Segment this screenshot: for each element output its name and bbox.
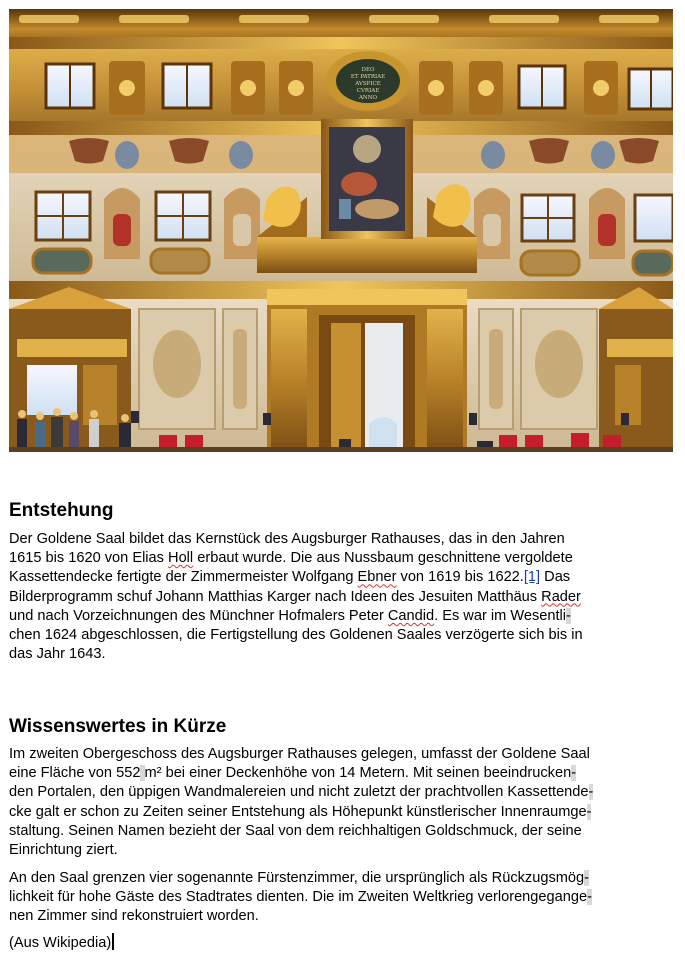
- text-line: den Portalen, den üppigen Wandmalereien und nicht zuletzt der prachtvollen Kassettende-: [9, 784, 594, 801]
- golden-hall-photo: [9, 9, 673, 452]
- text-cursor: [112, 933, 114, 950]
- spellcheck-word: Holl: [168, 550, 194, 567]
- spellcheck-word: Ebner: [357, 569, 397, 586]
- highlighted-char: -: [571, 765, 577, 782]
- text-line: Bilderprogramm schuf Johann Matthias Karger nach Ideen des Jesuiten Matthäus Rader: [9, 588, 581, 605]
- text-line: Der Goldene Saal bildet das Kernstück des Augsburger Rathauses, das in den Jahren: [9, 531, 565, 547]
- source-note: [9, 933, 673, 953]
- text-line: cke galt er schon zu Zeiten seiner Entstehung als Höhepunkt künstlerischer Innenraumge-: [9, 803, 592, 820]
- text-line: 1615 bis 1620 von Elias Holl erbaut wurde. Die aus Nussbaum geschnittene vergoldete: [9, 550, 573, 567]
- text-line: Einrichtung ziert.: [9, 842, 118, 859]
- highlighted-char: -: [566, 607, 571, 624]
- text-line: Im zweiten Obergeschoss des Augsburger Rathauses gelegen, umfasst der Goldene Saal: [9, 746, 590, 762]
- section-heading-entstehung: Entstehung: [9, 500, 114, 521]
- footnote-link[interactable]: [1]: [523, 569, 541, 586]
- text-line: und nach Vorzeichnungen des Münchner Hofmalers Peter Candid. Es war im Wesentli-: [9, 607, 571, 624]
- text-line: nen Zimmer sind rekonstruiert worden.: [9, 908, 259, 925]
- entstehung-paragraph: [9, 530, 673, 664]
- text-line: lichkeit für hohe Gäste des Stadtrates dienten. Die im Zweiten Weltkrieg verlorengegange-: [9, 889, 592, 906]
- source-text: (Aus Wikipedia): [9, 935, 112, 951]
- text-line: das Jahr 1643.: [9, 646, 106, 663]
- cartouche-line: DEO: [361, 67, 375, 73]
- wissenswertes-paragraph-2: [9, 869, 673, 927]
- highlighted-char: -: [586, 803, 592, 820]
- spellcheck-word: Candid: [387, 607, 435, 624]
- spellcheck-word: Rader: [541, 588, 581, 605]
- cartouche-line: CVRIAE: [356, 88, 380, 94]
- highlighted-char: -: [587, 889, 592, 906]
- highlighted-char: -: [588, 784, 594, 801]
- text-line: staltung. Seinen Namen bezieht der Saal von dem reichhaltigen Goldschmuck, der seine: [9, 822, 582, 839]
- cartouche-line: ANNO: [358, 95, 378, 101]
- text-line: An den Saal grenzen vier sogenannte Fürstenzimmer, die ursprünglich als Rückzugsmög-: [9, 870, 590, 886]
- cartouche-line: ET PATRIAE: [350, 74, 386, 80]
- text-line: Kassettendecke fertigte der Zimmermeister Wolfgang Ebner von 1619 bis 1622.[1] Das: [9, 569, 571, 586]
- text-line: chen 1624 abgeschlossen, die Fertigstellung des Goldenen Saales verzögerte sich bis in: [9, 627, 583, 644]
- highlighted-char: [140, 765, 144, 781]
- highlighted-char: -: [584, 870, 590, 886]
- wissenswertes-paragraph-1: [9, 745, 673, 860]
- text-line: eine Fläche von 552 m² bei einer Deckenhöhe von 14 Metern. Mit seinen beeindrucken-: [9, 765, 577, 782]
- section-heading-wissenswertes: Wissenswertes in Kürze: [9, 716, 227, 737]
- cartouche-line: AVSPICE: [355, 81, 381, 87]
